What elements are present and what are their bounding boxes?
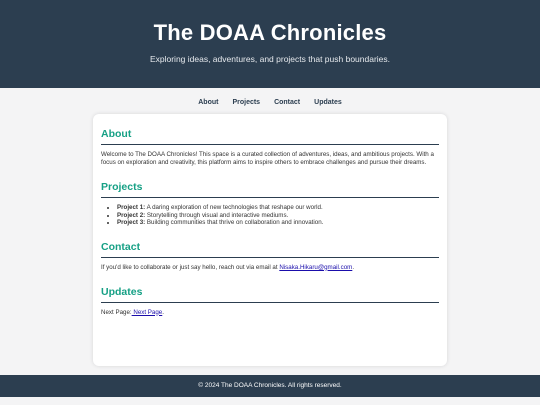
projects-heading: Projects <box>101 181 439 198</box>
site-header <box>0 0 540 88</box>
updates-heading: Updates <box>101 286 439 303</box>
project-label: Project 1: <box>117 204 146 211</box>
updates-suffix: . <box>162 308 164 316</box>
project-label: Project 2: <box>117 211 146 219</box>
site-footer <box>0 375 540 397</box>
email-link[interactable]: Nisaka.Hikaru@gmail.com <box>279 263 353 271</box>
contact-text <box>101 264 439 272</box>
about-section <box>101 128 439 167</box>
site-subtitle: Exploring ideas, adventures, and projects that push boundaries. <box>149 54 391 64</box>
project-desc: A daring exploration of new technologies that reshape our world. <box>145 204 323 211</box>
contact-text-after: . <box>352 263 355 271</box>
updates-text <box>101 309 439 317</box>
about-heading: About <box>101 128 439 145</box>
nav-link-updates[interactable]: Updates <box>314 98 342 106</box>
content-card <box>93 114 447 366</box>
contact-section <box>101 241 439 272</box>
projects-list <box>101 204 439 227</box>
next-page-link[interactable]: Next Page <box>131 308 163 316</box>
about-text: Welcome to The DOAA Chronicles! This space is a curated collection of adventures, ideas, and ambitious projects. With a focus on exploration and creativity, this platform aims to inspire others to embrace challenges and pursue their dreams. <box>101 151 434 166</box>
projects-section <box>101 181 439 227</box>
nav-link-about[interactable]: About <box>198 98 219 106</box>
updates-section <box>101 286 439 317</box>
list-item <box>117 212 439 220</box>
list-item <box>117 204 439 212</box>
nav-link-contact[interactable]: Contact <box>274 98 301 106</box>
main-nav <box>0 91 540 113</box>
contact-text-before: If you'd like to collaborate or just say hello, reach out via email at <box>101 263 280 271</box>
list-item <box>117 219 439 227</box>
project-desc: Storytelling through visual and interactive mediums. <box>145 211 289 219</box>
project-desc: Building communities that thrive on collaboration and innovation. <box>145 219 324 226</box>
project-label: Project 3: <box>117 219 146 226</box>
updates-prefix: Next Page: <box>101 308 132 316</box>
nav-link-projects[interactable]: Projects <box>232 98 261 106</box>
site-title: The DOAA Chronicles <box>153 20 387 45</box>
contact-heading: Contact <box>101 241 439 258</box>
footer-text: © 2024 The DOAA Chronicles. All rights reserved. <box>198 382 342 389</box>
